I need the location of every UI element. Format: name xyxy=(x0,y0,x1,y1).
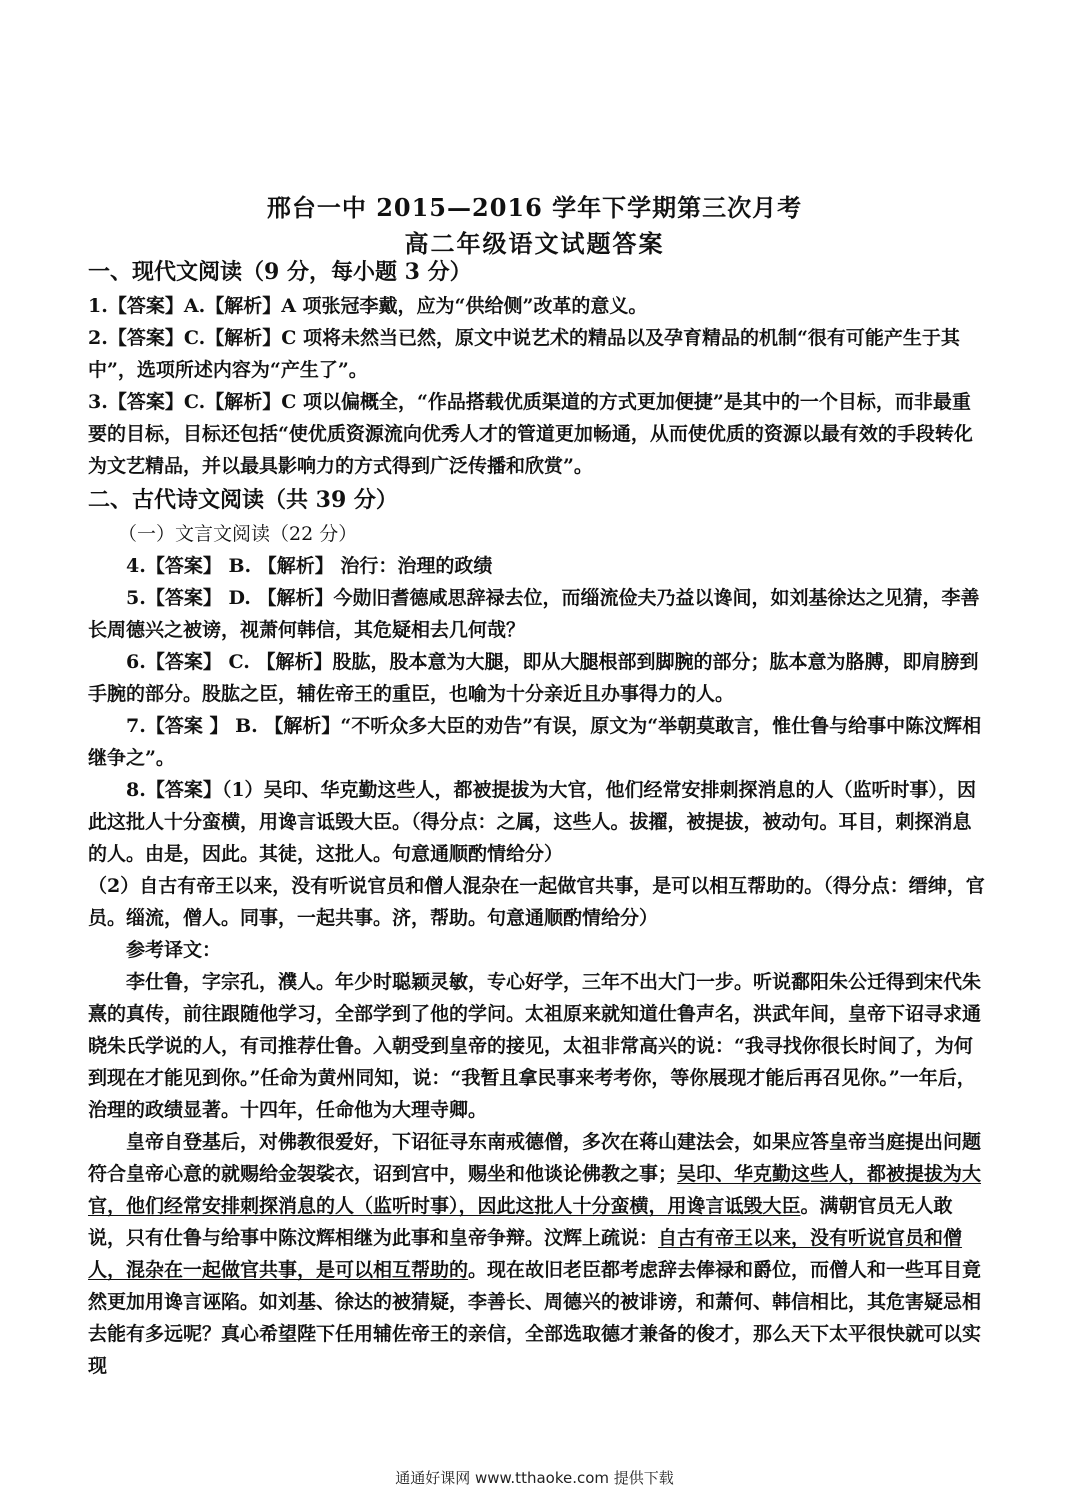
answer-q8-part2: （2）自古有帝王以来，没有听说官员和僧人混杂在一起做官共事，是可以相互帮助的。（得分点：缙绅，官员。缁流，僧人。同事，一起共事。济，帮助。句意通顺酌情给分） xyxy=(88,875,985,929)
answer-q6: 6.【答案】 C. 【解析】股肱，股本意为大腿，即从大腿根部到脚腕的部分；肱本意为胳膊，即肩膀到手腕的部分。股肱之臣，辅佐帝王的重臣，也喻为十分亲近且办事得力的人。 xyxy=(88,651,979,705)
translation-paragraph-2 xyxy=(88,1126,988,1382)
answer-q3: 3.【答案】C.【解析】C 项以偏概全，“作品搭载优质渠道的方式更加便捷”是其中的一个目标，而非最重要的目标，目标还包括“使优质资源流向优秀人才的管道更加畅通，从而使优质的资源以最有效的手段转化为文艺精品，并以最具影响力的方式得到广泛传播和欣赏”。 xyxy=(88,391,973,477)
answer-q4: 4.【答案】 B. 【解析】 治行：治理的政绩 xyxy=(126,555,493,577)
answer-q2: 2.【答案】C.【解析】C 项将未然当已然，原文中说艺术的精品以及孕育精品的机制“很有可能产生于其中”，选项所述内容为“产生了”。 xyxy=(88,327,960,381)
subsection-heading-classical-prose: （一）文言文阅读（22 分） xyxy=(118,523,358,545)
answer-q5: 5.【答案】 D. 【解析】今勋旧耆德咸思辞禄去位，而缁流俭夫乃益以谗间，如刘基徐达之见猜，李善长周德兴之被谤，视萧何韩信，其危疑相去几何哉？ xyxy=(88,587,980,641)
translation-text: 。满朝官员无人敢说，只有仕鲁与给事中陈汶辉相继为此事和皇帝争辩。汶辉上疏说： xyxy=(88,1195,953,1249)
section-heading-modern-reading: 一、现代文阅读（9 分，每小题 3 分） xyxy=(88,259,472,285)
translation-text: 皇帝自登基后，对佛教很爱好，下诏征寻东南戒德僧，多次在蒋山建法会，如果应答皇帝当庭提出问题符合皇帝心意的就赐给金袈裟衣，诏到宫中，赐坐和他谈论佛教之事； xyxy=(88,1131,982,1185)
underlined-translation-1: 吴印、华克勤这些人，都被提拔为大官，他们经常安排刺探消息的人（监听时事），因此这批人十分蛮横，用谗言诋毁大臣 xyxy=(88,1163,982,1217)
underlined-translation-2: 自古有帝王以来，没有听说官员和僧人，混杂在一起做官共事，是可以相互帮助的 xyxy=(88,1227,963,1281)
answer-q8-part1: 8.【答案】（1）吴印、华克勤这些人，都被提拔为大官，他们经常安排刺探消息的人（监听时事），因此这批人十分蛮横，用谗言诋毁大臣。（得分点：之属，这些人。拔擢，被提拔，被动句。耳目，刺探消息的人。由是，因此。其徒，这批人。句意通顺酌情给分） xyxy=(88,779,977,865)
answer-content xyxy=(88,254,988,1382)
reference-translation-label: 参考译文： xyxy=(126,939,222,961)
answer-q1: 1.【答案】A.【解析】A 项张冠李戴，应为“供给侧”改革的意义。 xyxy=(88,295,648,317)
footer-watermark: 通通好课网 www.tthaoke.com 提供下载 xyxy=(395,1469,674,1487)
answer-q7: 7.【答案 】 B. 【解析】“不听众多大臣的劝告”有误，原文为“举朝莫敢言，惟仕鲁与给事中陈汶辉相继争之”。 xyxy=(88,715,982,769)
document-title: 邢台一中 2015—2016 学年下学期第三次月考 xyxy=(266,193,803,222)
section-heading-classical-reading: 二、古代诗文阅读（共 39 分） xyxy=(88,487,398,513)
document-subtitle: 高二年级语文试题答案 xyxy=(404,229,665,258)
translation-paragraph-1: 李仕鲁，字宗孔，濮人。年少时聪颖灵敏，专心好学，三年不出大门一步。听说鄱阳朱公迁得到宋代朱熹的真传，前往跟随他学习，全部学到了他的学问。太祖原来就知道仕鲁声名，洪武年间，皇帝下诏寻求通晓朱氏学说的人，有司推荐仕鲁。入朝受到皇帝的接见，太祖非常高兴的说：“我寻找你很长时间了，为何到现在才能见到你。”任命为黄州同知，说：“我暂且拿民事来考考你，等你展现才能后再召见你。”一年后，治理的政绩显著。十四年，任命他为大理寺卿。 xyxy=(88,971,982,1121)
translation-text: 。现在故旧老臣都考虑辞去俸禄和爵位，而僧人和一些耳目竟然更加用谗言诬陷。如刘基、徐达的被猜疑，李善长、周德兴的被诽谤，和萧何、韩信相比，其危害疑忌相去能有多远呢？真心希望陛下任用辅佐帝王的亲信，全部选取德才兼备的俊才，那么天下太平很快就可以实现 xyxy=(88,1259,982,1377)
